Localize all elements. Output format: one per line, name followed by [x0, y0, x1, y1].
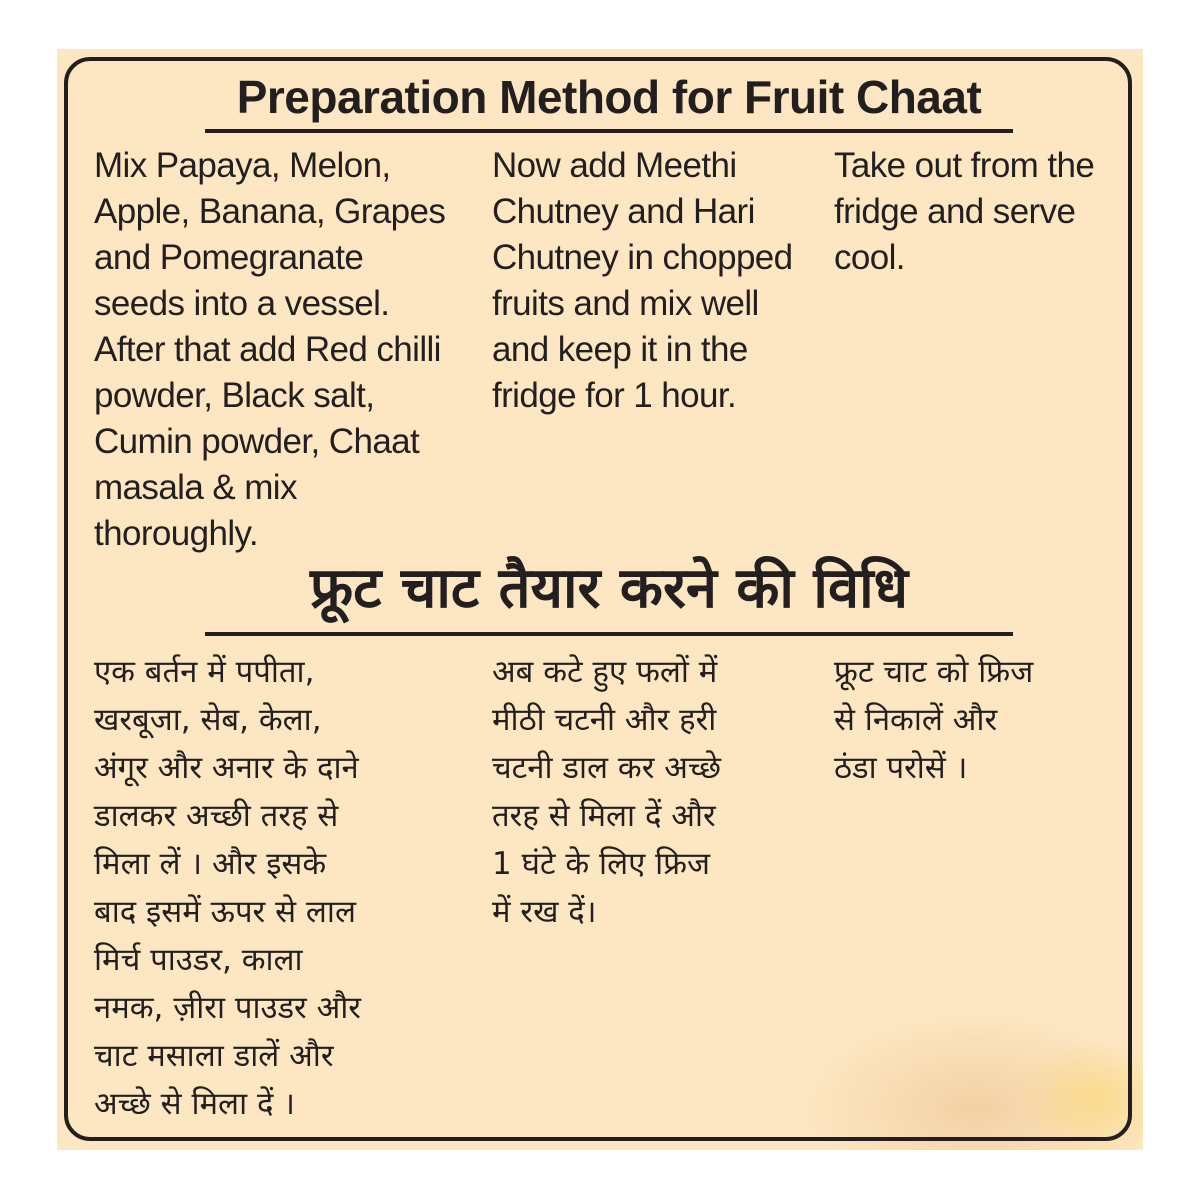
english-step-1: Mix Papaya, Melon, Apple, Banana, Grapes and Pomegranate seeds into a vessel. After that add Red chilli powder, Black salt, Cumin powder, Chaat masala & mix thoroughly. — [94, 146, 446, 553]
english-title: Preparation Method for Fruit Chaat — [236, 71, 982, 123]
hindi-step-3: फ्रूट चाट को फ्रिज से निकालें और ठंडा परोसें । — [834, 654, 1034, 786]
hindi-title-underline — [205, 632, 1013, 636]
hindi-title: फ्रूट चाट तैयार करने की विधि — [309, 556, 909, 621]
english-step-2: Now add Meethi Chutney and Hari Chutney in chopped fruits and mix well and keep it in the fridge for 1 hour. — [492, 146, 793, 415]
english-step-3: Take out from the fridge and serve cool. — [834, 146, 1095, 277]
hindi-step-1: एक बर्तन में पपीता, खरबूजा, सेब, केला, अंगूर और अनार के दाने डालकर अच्छी तरह से मिला लें । और इसके बाद इसमें ऊपर से लाल मिर्च पाउडर, काला नमक, ज़ीरा पाउडर और चाट मसाला डालें और अच्छे से मिला दें । — [94, 654, 361, 1122]
english-title-underline — [205, 129, 1013, 133]
hindi-step-2: अब कटे हुए फलों में मीठी चटनी और हरी चटनी डाल कर अच्छे तरह से मिला दें और 1 घंटे के लिए फ्रिज में रख दें। — [492, 654, 722, 930]
